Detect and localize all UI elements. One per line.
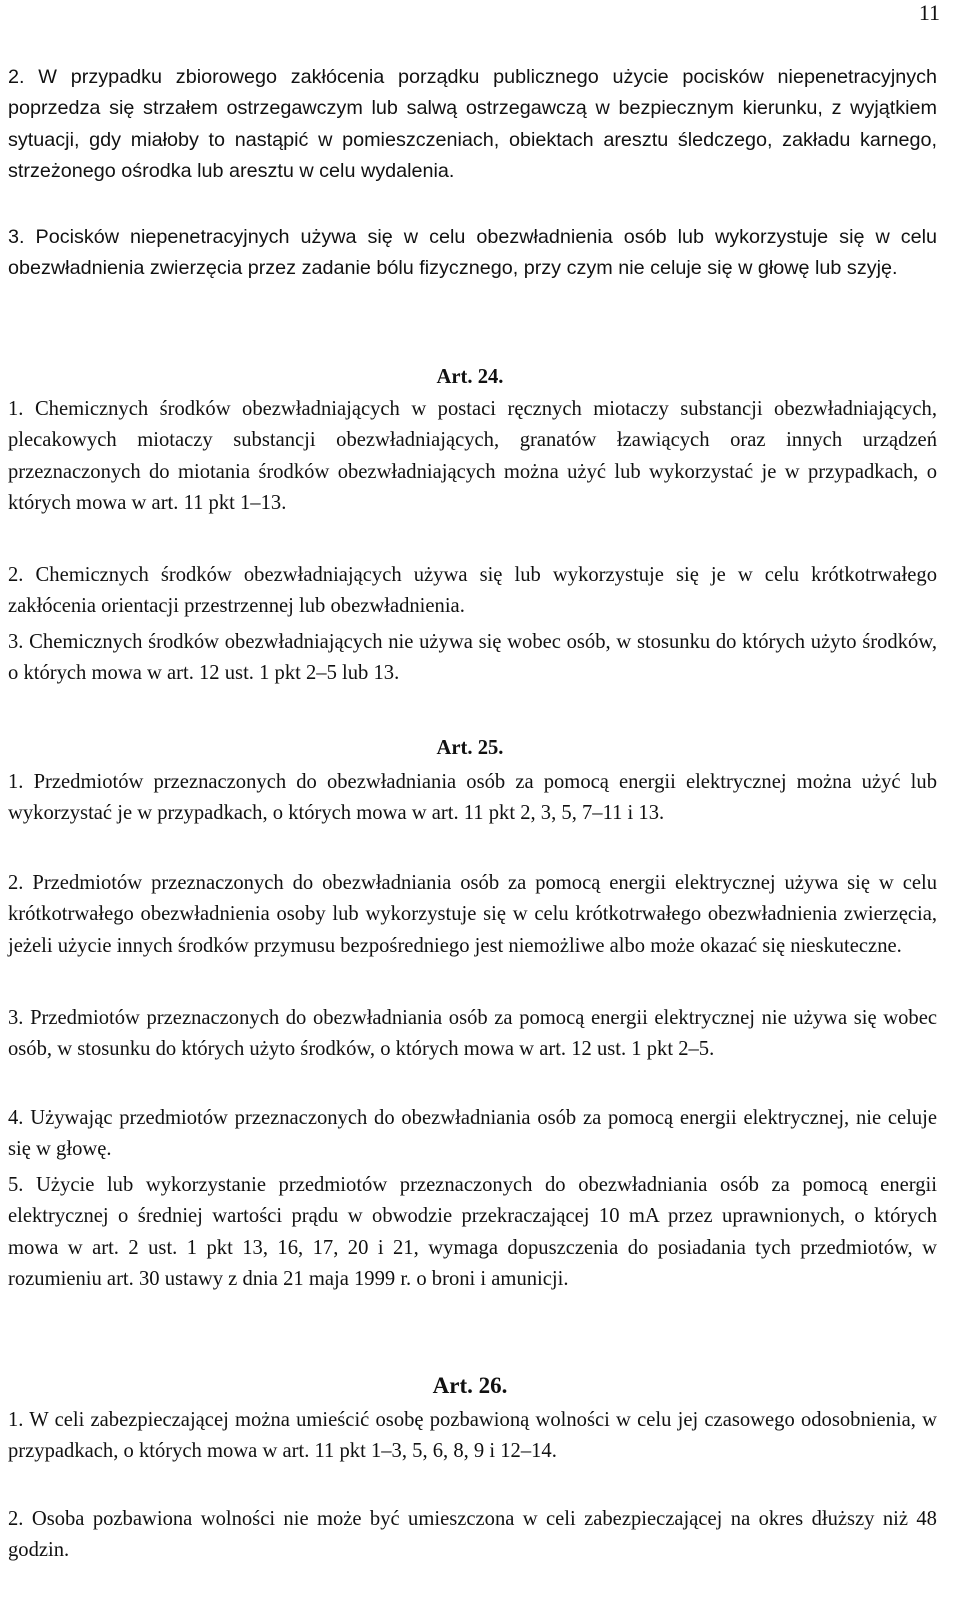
paragraph-number: 1.	[8, 1409, 24, 1431]
paragraph-text: Chemicznych środków obezwładniających nie używa się wobec osób, w stosunku do których użyto środków, o których mowa w art. 12 ust. 1 pkt 2–5 lub 13.	[8, 631, 938, 685]
paragraph-text: W przypadku zbiorowego zakłócenia porządku publicznego użycie pocisków niepenetracyjnych poprzedza się strzałem ostrzegawczym lub salwą ostrzegawczą w bezpiecznym kierunku, z wyjątkiem sytuacji, gdy miałoby to nastąpić w pomieszczeniach, obiektach aresztu śledczego, zakładu karnego, strzeżonego ośrodka lub aresztu w celu wydalenia.	[8, 66, 937, 183]
art26-paragraph-1	[8, 1405, 937, 1468]
article-heading-25: Art. 25.	[436, 737, 504, 759]
art24-paragraph-3	[8, 627, 937, 690]
paragraph-text: Osoba pozbawiona wolności nie może być umieszczona w celi zabezpieczającej na okres dłuższy niż 48 godzin.	[8, 1508, 937, 1562]
paragraph-number: 2.	[8, 66, 25, 88]
art23-paragraph-2	[8, 62, 937, 188]
article-heading-24: Art. 24.	[436, 366, 504, 388]
paragraph-number: 1.	[8, 771, 24, 793]
art25-paragraph-3	[8, 1003, 937, 1066]
art25-paragraph-1	[8, 767, 937, 830]
paragraph-number: 3.	[8, 226, 25, 248]
page-number: 11	[918, 0, 940, 25]
paragraph-text: Przedmiotów przeznaczonych do obezwładniania osób za pomocą energii elektrycznej można użyć lub wykorzystać je w przypadkach, o których mowa w art. 11 pkt 2, 3, 5, 7–11 i 13.	[8, 771, 937, 825]
paragraph-number: 3.	[8, 631, 24, 653]
art25-paragraph-5	[8, 1170, 937, 1296]
article-heading-26: Art. 26.	[432, 1373, 508, 1398]
paragraph-text: W celi zabezpieczającej można umieścić osobę pozbawioną wolności w celu jej czasowego odosobnienia, w przypadkach, o których mowa w art. 11 pkt 1–3, 5, 6, 8, 9 i 12–14.	[8, 1409, 937, 1463]
art26-paragraph-2	[8, 1504, 937, 1567]
paragraph-text: Przedmiotów przeznaczonych do obezwładniania osób za pomocą energii elektrycznej nie używa się wobec osób, w stosunku do których użyto środków, o których mowa w art. 12 ust. 1 pkt 2–5.	[8, 1007, 937, 1061]
art25-paragraph-2	[8, 868, 937, 962]
paragraph-text: Pocisków niepenetracyjnych używa się w celu obezwładnienia osób lub wykorzystuje się w celu obezwładnienia zwierzęcia przez zadanie bólu fizycznego, przy czym nie celuje się w głowę lub szyję.	[8, 226, 938, 280]
art24-paragraph-2	[8, 560, 937, 623]
paragraph-text: Użycie lub wykorzystanie przedmiotów przeznaczonych do obezwładniania osób za pomocą energii elektrycznej o średniej wartości prądu w obwodzie przekraczającej 10 mA przez uprawnionych, o których mowa w art. 2 ust. 1 pkt 13, 16, 17, 20 i 21, wymaga dopuszczenia do posiadania tych przedmiotów, w rozumieniu art. 30 ustawy z dnia 21 maja 1999 r. o broni i amunicji.	[8, 1174, 937, 1291]
paragraph-number: 2.	[8, 1508, 24, 1530]
paragraph-text: Przedmiotów przeznaczonych do obezwładniania osób za pomocą energii elektrycznej używa się w celu krótkotrwałego obezwładnienia osoby lub wykorzystuje się w celu krótkotrwałego obezwładnienia zwierzęcia, jeżeli użycie innych środków przymusu bezpośredniego jest niemożliwe albo może okazać się nieskuteczne.	[8, 872, 937, 957]
paragraph-text: Używając przedmiotów przeznaczonych do obezwładniania osób za pomocą energii elektrycznej, nie celuje się w głowę.	[8, 1107, 937, 1161]
paragraph-number: 5.	[8, 1174, 24, 1196]
paragraph-number: 2.	[8, 564, 24, 586]
paragraph-text: Chemicznych środków obezwładniających używa się lub wykorzystuje się je w celu krótkotrwałego zakłócenia orientacji przestrzennej lub obezwładnienia.	[8, 564, 937, 618]
paragraph-text: Chemicznych środków obezwładniających w postaci ręcznych miotaczy substancji obezwładniających, plecakowych miotaczy substancji obezwładniających, granatów łzawiących oraz innych urządzeń przeznaczonych do miotania środków obezwładniających można użyć lub wykorzystać je w przypadkach, o których mowa w art. 11 pkt 1–13.	[8, 398, 938, 515]
paragraph-number: 4.	[8, 1107, 24, 1129]
paragraph-number: 1.	[8, 398, 24, 420]
paragraph-number: 2.	[8, 872, 24, 894]
art25-paragraph-4	[8, 1103, 937, 1166]
art23-paragraph-3	[8, 222, 937, 285]
paragraph-number: 3.	[8, 1007, 24, 1029]
art24-paragraph-1	[8, 394, 937, 520]
